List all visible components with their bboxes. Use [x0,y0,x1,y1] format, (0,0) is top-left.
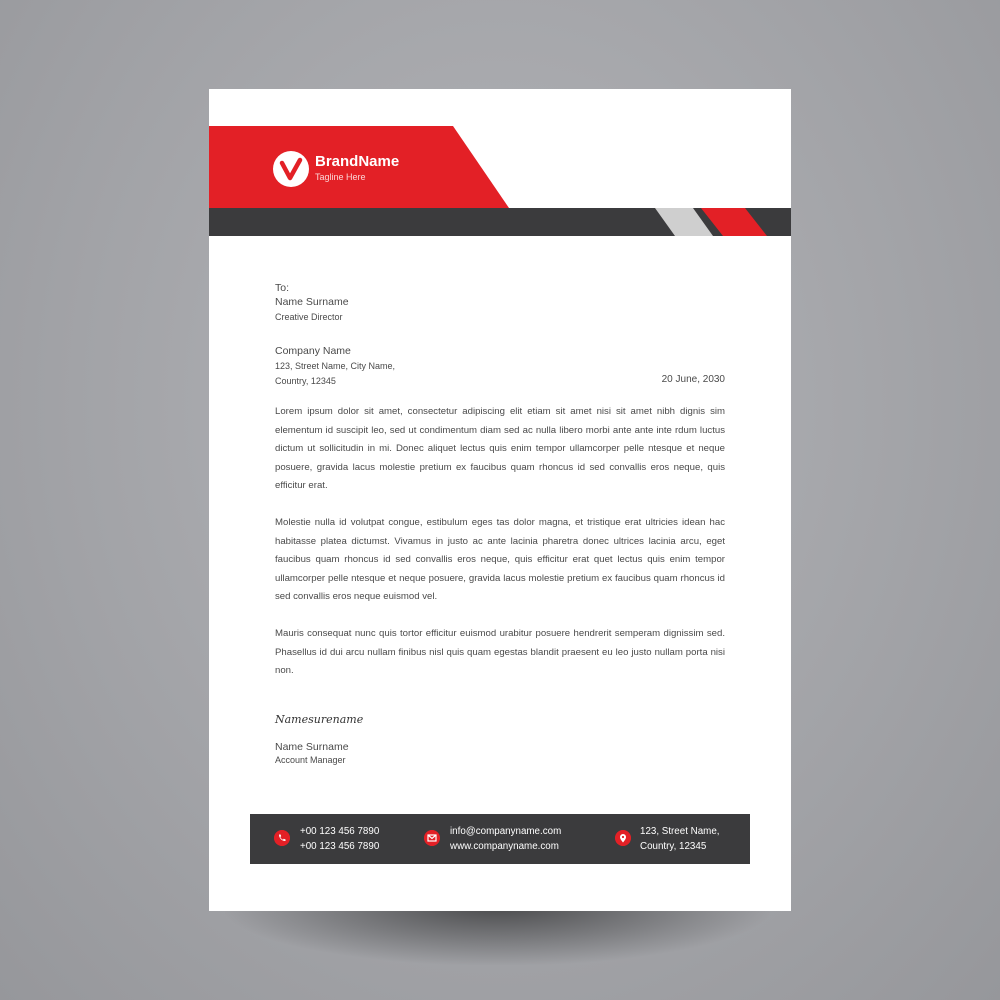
footer-phone-1: +00 123 456 7890 [300,826,380,837]
signer-title: Account Manager [275,755,346,765]
footer-email: info@companyname.com [450,826,562,837]
mail-icon [424,830,440,846]
footer-address-line1: 123, Street Name, [640,826,720,837]
body-paragraph-3: Mauris consequat nunc quis tortor efficitur euismod urabitur posuere hendrerit semperam dignissim sed. Phasellus id dui arcu nullam finibus nisl quis quam egestas blandit praesent eu leo justo nullam porta nisi non. [275,628,725,676]
letter-date: 20 June, 2030 [661,374,725,385]
page-shadow [225,905,770,965]
brand-name: BrandName [315,153,400,170]
location-pin-icon [615,830,631,846]
signature-script: Namesurename [275,713,364,726]
recipient-company: Company Name [275,345,351,357]
recipient-address-line1: 123, Street Name, City Name, [275,361,396,371]
footer-bar [250,814,750,864]
body-paragraph-2: Molestie nulla id volutpat congue, estibulum eges tas dolor magna, et tristique erat ultricies idean hac habitasse platea dictumst. Vivamus in justo ac ante lacinia pharetra donec ultrices lacinia arcu, eget faucibus quam rhoncus id sed convallis eros neque, quis efficitur erat quet lectus quis enim tempor ullamcorper pelle ntesque et neque posuere, gravida lacus molestie pretium ex faucibus quam rhoncus id sed convallis eros neque euismod vel. [275,517,725,602]
brand-tagline: Tagline Here [315,172,366,182]
footer-phone-2: +00 123 456 7890 [300,841,380,852]
phone-icon [274,830,290,846]
recipient-name: Name Surname [275,296,349,308]
letterhead-page [209,89,791,911]
recipient-title: Creative Director [275,312,343,322]
body-paragraph-1: Lorem ipsum dolor sit amet, consectetur adipiscing elit etiam sit amet nisi sit amet nibh dignis sim elementum id suscipit leo, sed ut condimentum diam sed ac nulla libero morbi ante ante inte rdum luctus dictum ut sollicitudin in mi. Donec aliquet lectus quis enim tempor ullamcorper pelle ntesque et neque posuere, gravida lacus molestie pretium ex faucibus quam rhoncus id sed convallis eros neque, quis efficitur erat. [275,406,725,491]
to-label: To: [275,282,290,294]
signer-name: Name Surname [275,741,349,753]
footer-website: www.companyname.com [450,841,559,852]
brand-v-logo-icon [273,151,309,187]
footer-address-line2: Country, 12345 [640,841,707,852]
recipient-address-line2: Country, 12345 [275,376,336,386]
